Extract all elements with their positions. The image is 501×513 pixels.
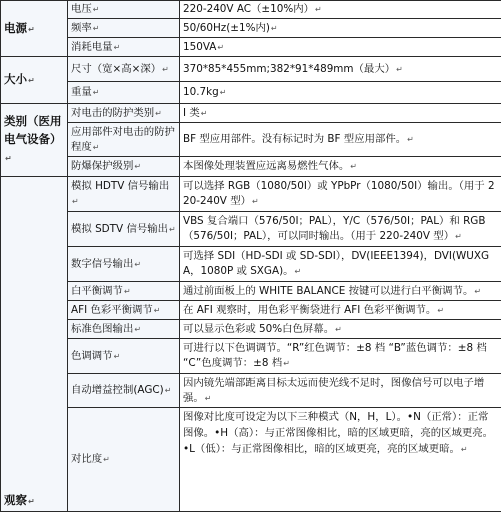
table-row	[1, 320, 501, 339]
table-row	[1, 123, 501, 157]
table-row	[1, 104, 501, 123]
table-row	[1, 157, 501, 177]
row-label: 对电击的防护类别↵	[68, 104, 180, 123]
row-label: 电压↵	[68, 1, 180, 19]
row-value: I 类↵	[180, 104, 501, 123]
row-value: VBS 复合端口（576/50I；PAL），Y/C（576/50I；PAL）和 RGB（576/50I；PAL），可以同时输出。（用于 220-240V 型）↵	[180, 212, 501, 247]
table-row	[1, 339, 501, 374]
row-value: 可选择 SDI（HD-SDI 或 SD-SDI），DV(IEEE1394)，DVI(WUXGA，1080P 或 SXGA)。↵	[180, 247, 501, 282]
category-class: 类别（医用电气设备）↵	[1, 104, 68, 177]
row-label: 色调调节↵	[68, 339, 180, 374]
row-label: 白平衡调节↵	[68, 282, 180, 301]
table-row	[1, 212, 501, 247]
table-row	[1, 408, 501, 512]
row-value: 50/60Hz(±1%内)↵	[180, 19, 501, 38]
row-value: BF 型应用部件。没有标记时为 BF 型应用部件。↵	[180, 123, 501, 157]
row-label: 尺寸（宽×高×深）↵	[68, 57, 180, 82]
table-row	[1, 82, 501, 104]
row-value: 本图像处理装置应远离易燃性气体。↵	[180, 157, 501, 177]
row-label: 重量↵	[68, 82, 180, 104]
row-value: 可进行以下色调调节。“R”红色调节：±8 档 “B”蓝色调节：±8 档 “C”色度调节：±8 档↵	[180, 339, 501, 374]
category-power: 电源↵	[1, 1, 68, 57]
table-row	[1, 1, 501, 19]
row-label: 对比度↵	[68, 408, 180, 512]
table-row	[1, 282, 501, 301]
row-value: 可以显示色彩或 50%白色屏幕。↵	[180, 320, 501, 339]
row-label: 应用部件对电击的防护程度↵	[68, 123, 180, 157]
row-label: 自动增益控制(AGC)↵	[68, 374, 180, 408]
row-value: 因内镜先端部距离目标太远而使光线不足时，图像信号可以电子增强。↵	[180, 374, 501, 408]
category-observation: 观察↵	[1, 177, 68, 512]
row-value: 220-240V AC（±10%内）↵	[180, 1, 501, 19]
row-label: 模拟 HDTV 信号输出↵	[68, 177, 180, 212]
table-row	[1, 57, 501, 82]
table-row	[1, 19, 501, 38]
row-value: 150VA↵	[180, 38, 501, 57]
table-row	[1, 374, 501, 408]
row-value: 在 AFI 观察时，用色彩平衡袋进行 AFI 色彩平衡调节。↵	[180, 301, 501, 320]
row-value: 370*85*455mm;382*91*489mm（最大）↵	[180, 57, 501, 82]
table-row	[1, 177, 501, 212]
row-label: 防爆保护级别↵	[68, 157, 180, 177]
row-value: 10.7kg↵	[180, 82, 501, 104]
table-row	[1, 247, 501, 282]
row-label: 标准色图输出↵	[68, 320, 180, 339]
row-value: 可以选择 RGB（1080/50I）或 YPbPr（1080/50I）输出。（用于 220-240V 型）↵	[180, 177, 501, 212]
row-label: 消耗电量↵	[68, 38, 180, 57]
row-label: 频率↵	[68, 19, 180, 38]
table-row	[1, 301, 501, 320]
category-size: 大小↵	[1, 57, 68, 104]
row-label: 数字信号输出↵	[68, 247, 180, 282]
row-value: 图像对比度可设定为以下三种模式（N，H，L）。•N（正常）：正常图像。•H（高）：与正常图像相比，暗的区域更暗，亮的区域更亮。•L（低）：与正常图像相比，暗的区域更亮，亮的区域更暗。↵	[180, 408, 501, 512]
row-value: 通过前面板上的 WHITE BALANCE 按键可以进行白平衡调节。↵	[180, 282, 501, 301]
row-label: 模拟 SDTV 信号输出↵	[68, 212, 180, 247]
table-row	[1, 38, 501, 57]
row-label: AFI 色彩平衡调节↵	[68, 301, 180, 320]
